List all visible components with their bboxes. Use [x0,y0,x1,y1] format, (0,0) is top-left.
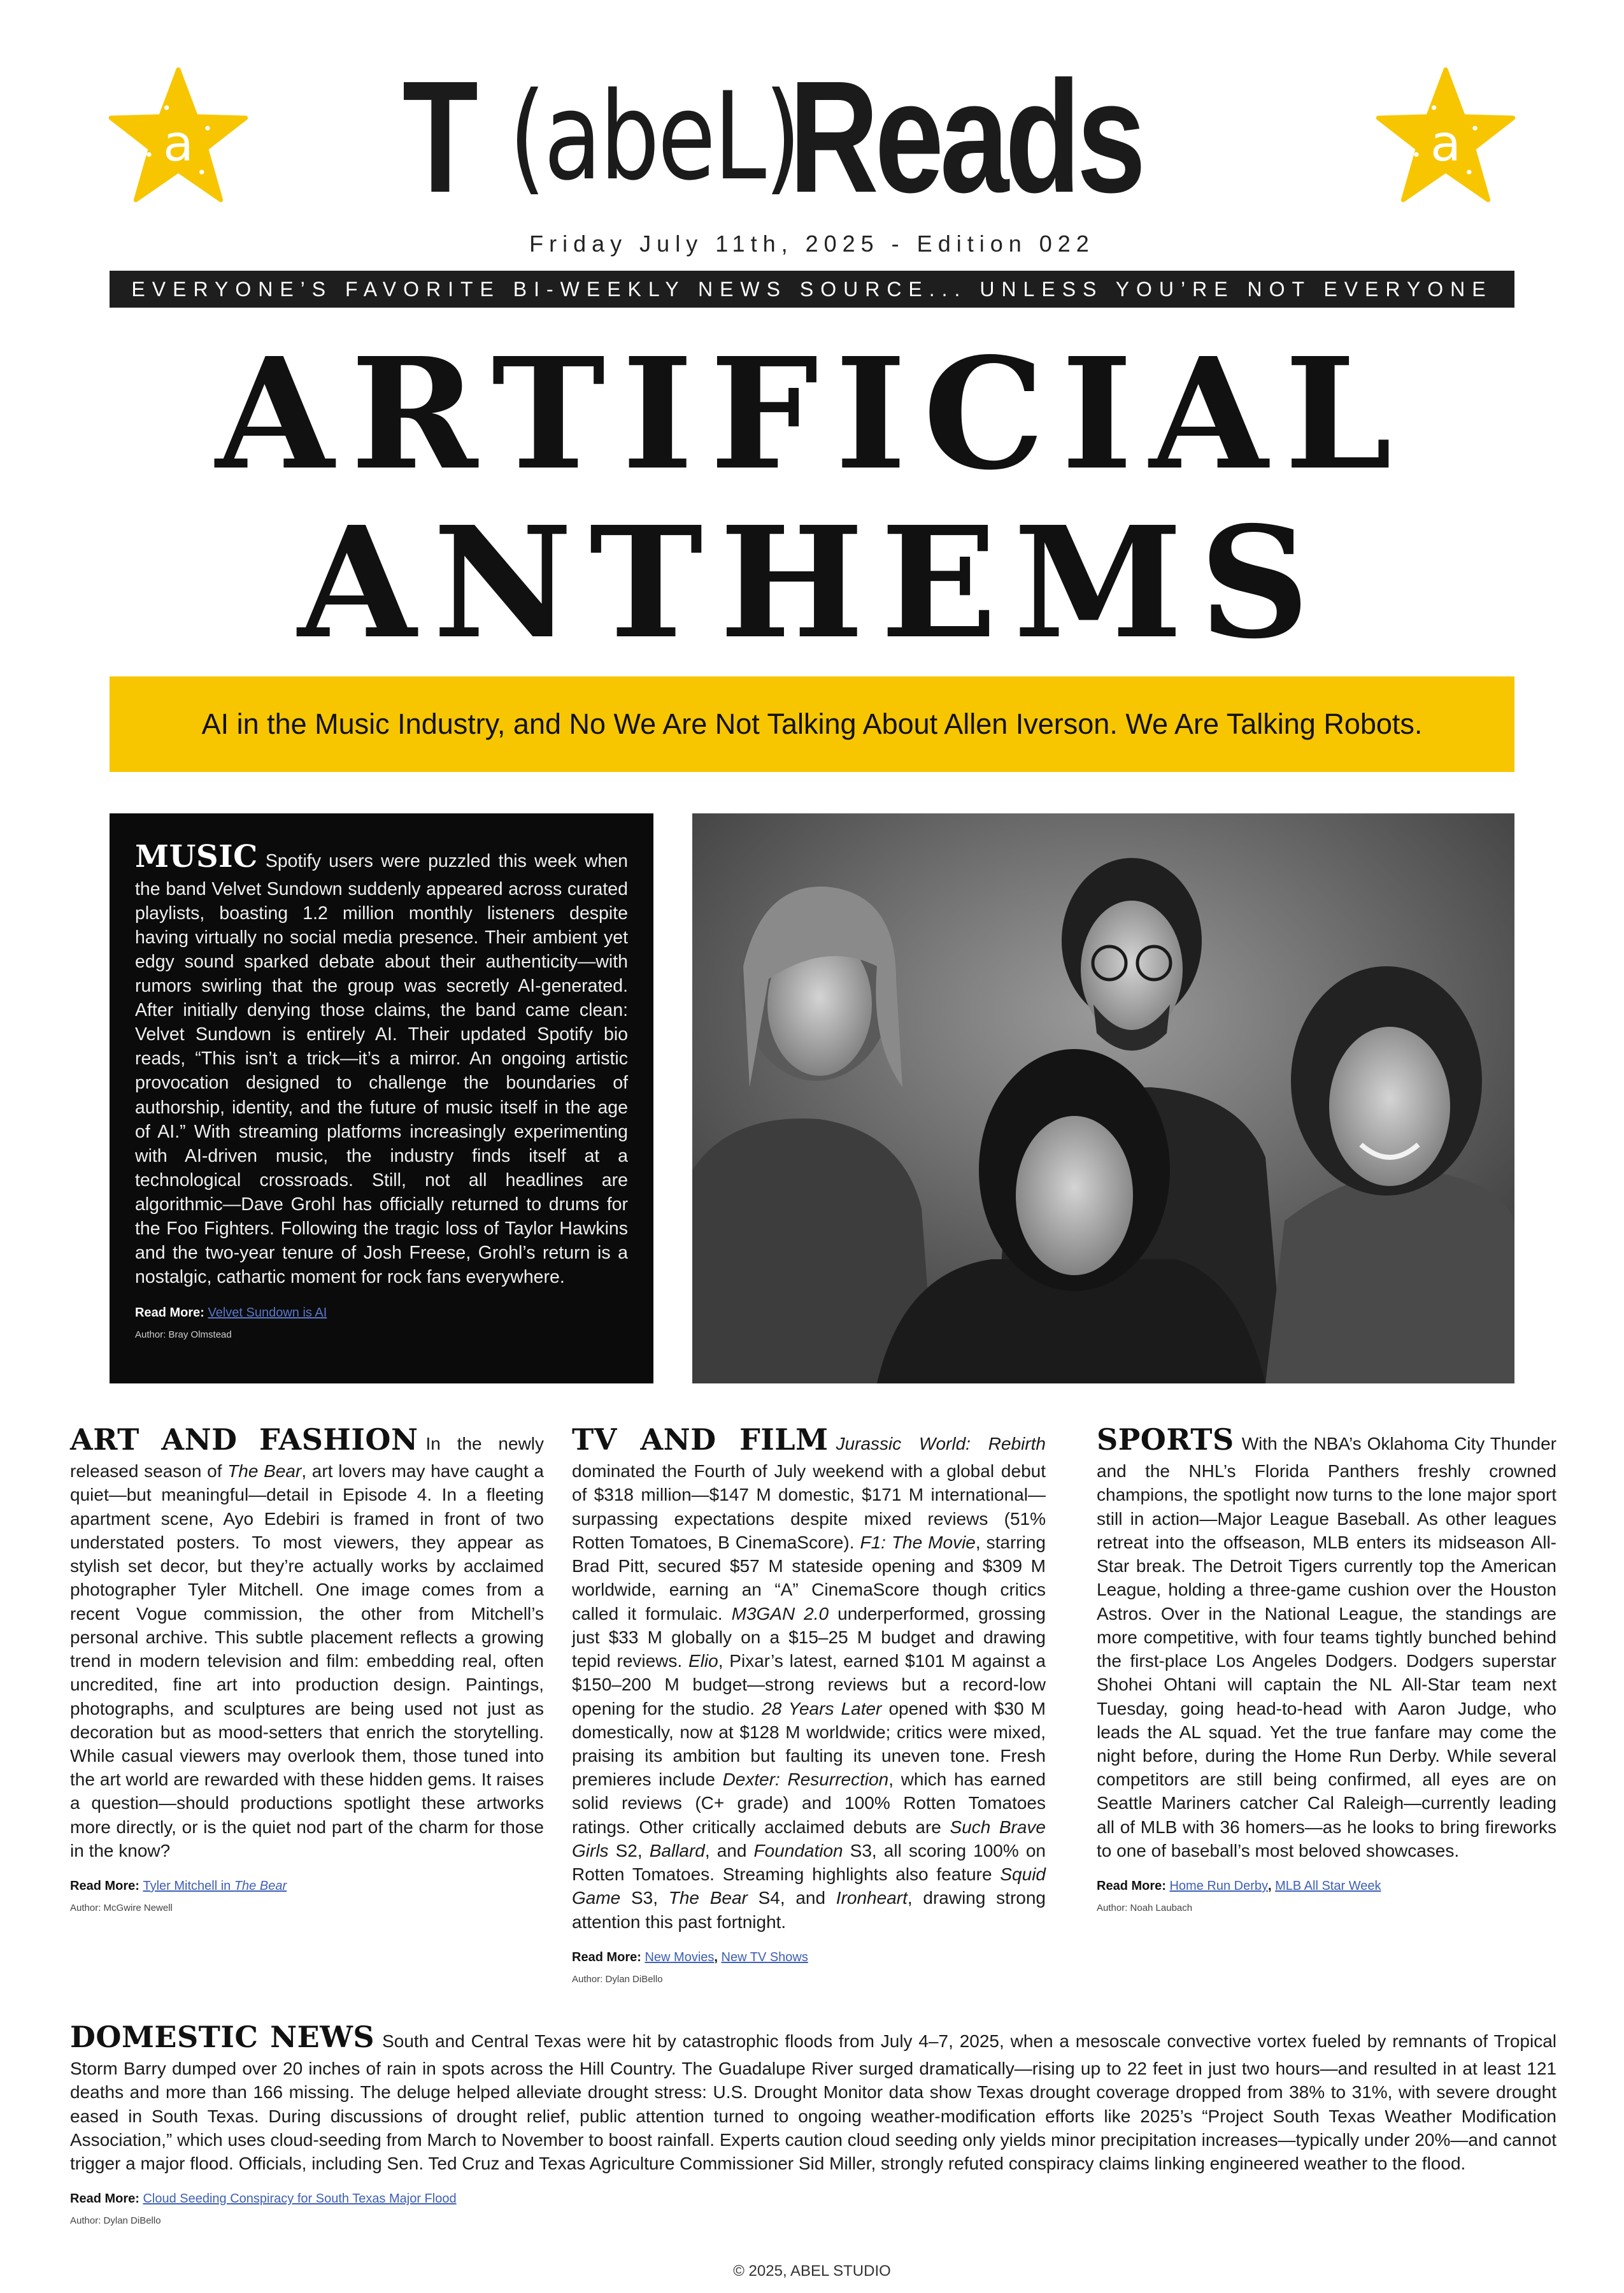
tv-title: Foundation [753,1840,843,1861]
tv-title: Squid Game [572,1864,1046,1908]
tv-text: opened with $30 M domestically, now at $128 M worldwide; critics were mixed, praising its ambition but faulting its uneven tone. Fresh premieres include [572,1698,1046,1790]
tv-title: Jurassic World: Rebirth [836,1434,1046,1454]
headline-deck: AI in the Music Industry, and No We Are Not Talking About Allen Iverson. We Are Talking Robots. [110,676,1514,772]
tv-text: , and [704,1840,754,1861]
tv-text: , drawing strong attention this past fortnight. [572,1888,1046,1932]
tv-title: M3GAN 2.0 [731,1603,829,1624]
sports-body-text [1097,1420,1556,1862]
tv-text: S3, [620,1888,669,1908]
read-more-label: Read More: [70,2192,139,2206]
star-glyph: a [163,114,194,173]
sports-read-more: Read More: Home Run Derby, MLB All Star Week [1097,1879,1381,1894]
tv-title: F1: The Movie [860,1532,976,1552]
art-link-text: Tyler Mitchell in [143,1879,234,1894]
logo-abel: (abeL) [509,66,799,207]
art-author: Author: McGwire Newell [70,1903,173,1914]
tv-title: The Bear [668,1888,748,1908]
tv-read-more: Read More: New Movies, New TV Shows [572,1950,808,1964]
read-more-label: Read More: [572,1950,641,1964]
domestic-link-cloud-seeding[interactable]: Cloud Seeding Conspiracy for South Texas Major Flood [143,2192,457,2206]
sports-link-all-star-week[interactable]: MLB All Star Week [1275,1879,1381,1894]
tv-text: S3, all scoring 100% on Rotten Tomatoes. Streaming highlights also feature [572,1840,1046,1885]
tv-title: Dexter: Resurrection [722,1769,889,1790]
headline-line-1: ARTIFICIAL [215,324,1409,504]
sports-article [1097,1420,1556,1913]
tv-title: Ironheart [836,1888,908,1908]
music-author: Author: Bray Olmstead [135,1329,232,1340]
star-glyph: a [1430,114,1461,173]
domestic-news-article [70,2018,1556,2226]
music-link-velvet-sundown[interactable]: Velvet Sundown is AI [208,1305,327,1320]
music-paragraph: Spotify users were puzzled this week when the band Velvet Sundown suddenly appeared across curated playlists, boasting 1.2 million monthly listeners despite having virtually no social media presence. Their ambient yet edgy sound sparked debate about their authenticity—with rumors swirling that the group was secretly AI-generated. After initially denying those claims, the band came clean: Velvet Sundown is entirely AI. Their updated Spotify bio reads, “This isn’t a trick—it’s a mirror. An ongoing artistic provocation designed to challenge the boundaries of authorship, identity, and the future of music itself in the age of AI.” With streaming platforms increasingly experimenting with AI-driven music, the industry finds itself at a technological crossroads. Still, not all headlines are algorithmic—Dave Grohl has officially returned to drums for the Foo Fighters. Following the tragic loss of Taylor Hawkins and the two-year tenure of Josh Freese, Grohl’s return is a nostalgic, cathartic moment for rock fans everywhere. [135,851,628,1287]
read-more-label: Read More: [70,1879,139,1894]
tv-title: 28 Years Later [762,1698,882,1718]
domestic-read-more [70,2192,1556,2206]
tv-film-article [572,1420,1046,1985]
sports-kicker: SPORTS [1097,1422,1234,1457]
domestic-paragraph: South and Central Texas were hit by catastrophic floods from July 4–7, 2025, when a mesoscale convective vortex fueled by remnants of Tropical Storm Barry dumped over 20 inches of rain in spots across the Hill Country. The Guadalupe River surged dramatically—rising up to 22 feet in just two hours—and resulted in at least 121 deaths and more than 166 missing. The deluge helped alleviate drought stress: U.S. Drought Monitor data show Texas drought coverage dropped from 38% to 31%, with severe drought eased in South Texas. During discussions of drought relief, public attention turned to ongoing weather-modification efforts like 2025’s “Project South Texas Weather Modification Association,” which uses cloud-seeding from March to November to boost rainfall. Experts caution cloud seeding only yields minor precipitation increases—typically under 20%—and cannot trigger a major flood. Officials, including Sen. Ted Cruz and Texas Agriculture Commissioner Sid Miller, strongly refuted conspiracy claims linking engineered weather to the flood. [70,2031,1556,2174]
tv-text: , Pixar’s latest, earned $101 M against a $150–200 M budget—strong reviews but a record-low opening for the studio. [572,1651,1046,1718]
read-more-label: Read More: [1097,1879,1166,1894]
music-kicker: MUSIC [135,839,258,875]
copyright-footer: © 2025, ABEL STUDIO [733,2262,891,2280]
music-body-text [135,836,628,1289]
band-photo [692,813,1514,1383]
tv-title: Such Brave Girls [572,1817,1046,1861]
logo-letter-t: T [402,48,475,225]
art-text-1: In the newly released season of [70,1434,545,1482]
tv-title: Ballard [649,1840,705,1861]
music-read-more [135,1306,628,1320]
art-fashion-article [70,1420,544,1913]
tv-kicker: TV AND FILM [572,1422,829,1457]
tv-link-new-movies[interactable]: New Movies [645,1950,715,1964]
tv-author: Author: Dylan DiBello [572,1973,663,1985]
tagline-bar: EVERYONE’S FAVORITE BI-WEEKLY NEWS SOURCE... UNLESS YOU’RE NOT EVERYONE [110,271,1514,308]
sports-author: Author: Noah Laubach [1097,1903,1193,1914]
tv-title: Elio [688,1651,718,1671]
art-link-tyler-mitchell[interactable] [143,1879,287,1893]
tv-text: , starring Brad Pitt, secured $57 M stateside opening and $309 M worldwide, earning an “A” CinemaScore though critics called it formulaic. [572,1532,1046,1624]
tv-text: S2, [608,1840,650,1861]
tv-text: , which has earned solid reviews (C+ grade) and 100% Rotten Tomatoes ratings. Other critically acclaimed debuts are [572,1769,1046,1837]
art-show-title: The Bear [227,1461,302,1482]
domestic-body-text [70,2018,1556,2175]
star-logo-right-icon [1372,64,1519,210]
art-text-2: , art lovers may have caught a quiet—but meaningful—detail in Episode 4. In a fleeting apartment scene, Ayo Edebiri is framed in front of two understated posters. To most viewers, they appear as stylish set decor, but they’re actually works by acclaimed photographer Tyler Mitchell. One image comes from a recent Vogue commission, the other from Mitchell’s personal archive. This subtle placement reflects a growing trend in modern television and film: embedding real, often uncredited, fine art into production design. Paintings, photographs, and sculptures are being used not just as decoration but as mood-setters that enrich the storytelling. While casual viewers may overlook them, those tuned into the art world are rewarded with these hidden gems. It raises a question—should productions spotlight these artworks more directly, or is the quiet nod part of the charm for those in the know? [70,1461,545,1861]
sports-paragraph: With the NBA’s Oklahoma City Thunder and the NHL’s Florida Panthers freshly crowned champions, the spotlight now turns to the lone major sport still in action—Major League Baseball. As other leagues retreat into the offseason, MLB enters its midseason All-Star break. The Detroit Tigers currently top the American League, holding a three-game cushion over the Houston Astros. Over in the National League, the standings are more competitive, with four teams tightly bunched behind the first-place Los Angeles Dodgers. Dodgers superstar Shohei Ohtani will captain the NL All-Star team next Tuesday, going head-to-head with Aaron Judge, who leads the AL squad. Yet the true fanfare may come the night before, during the Home Run Derby. While several competitors are still being confirmed, all eyes are on Seattle Mariners catcher Cal Raleigh—currently leading all of MLB with 36 homers—as he looks to bring fireworks to one of baseball’s most beloved showcases. [1097,1434,1556,1861]
tv-text: S4, and [747,1888,836,1908]
art-link-title: The Bear [234,1879,287,1894]
tv-text: underperformed, grossing just $33 M globally on a $15–25 M budget and drawing tepid reviews. [572,1603,1046,1671]
masthead-logo [338,48,1286,225]
headline-line-2: ANTHEMS [297,493,1327,673]
domestic-kicker: DOMESTIC NEWS [70,2020,375,2054]
tv-text: dominated the Fourth of July weekend with a global debut of $318 million—$147 M domestic, $171 M international—surpassing expectations despite mixed reviews (51% Rotten Tomatoes, B CinemaScore). [572,1461,1046,1552]
logo-reads: Reads [789,48,1143,225]
sports-link-home-run-derby[interactable]: Home Run Derby [1169,1879,1268,1894]
read-more-label: Read More: [135,1305,204,1320]
art-kicker: ART AND FASHION [70,1422,418,1457]
art-read-more [70,1879,544,1894]
edition-date: Friday July 11th, 2025 - Edition 022 [529,231,1095,257]
tv-body-text [572,1420,1046,1934]
star-logo-left-icon [105,64,252,210]
music-article [110,813,653,1383]
tv-link-new-tv-shows[interactable]: New TV Shows [721,1950,808,1964]
art-body-text [70,1420,544,1862]
domestic-author: Author: Dylan DiBello [70,2215,161,2227]
